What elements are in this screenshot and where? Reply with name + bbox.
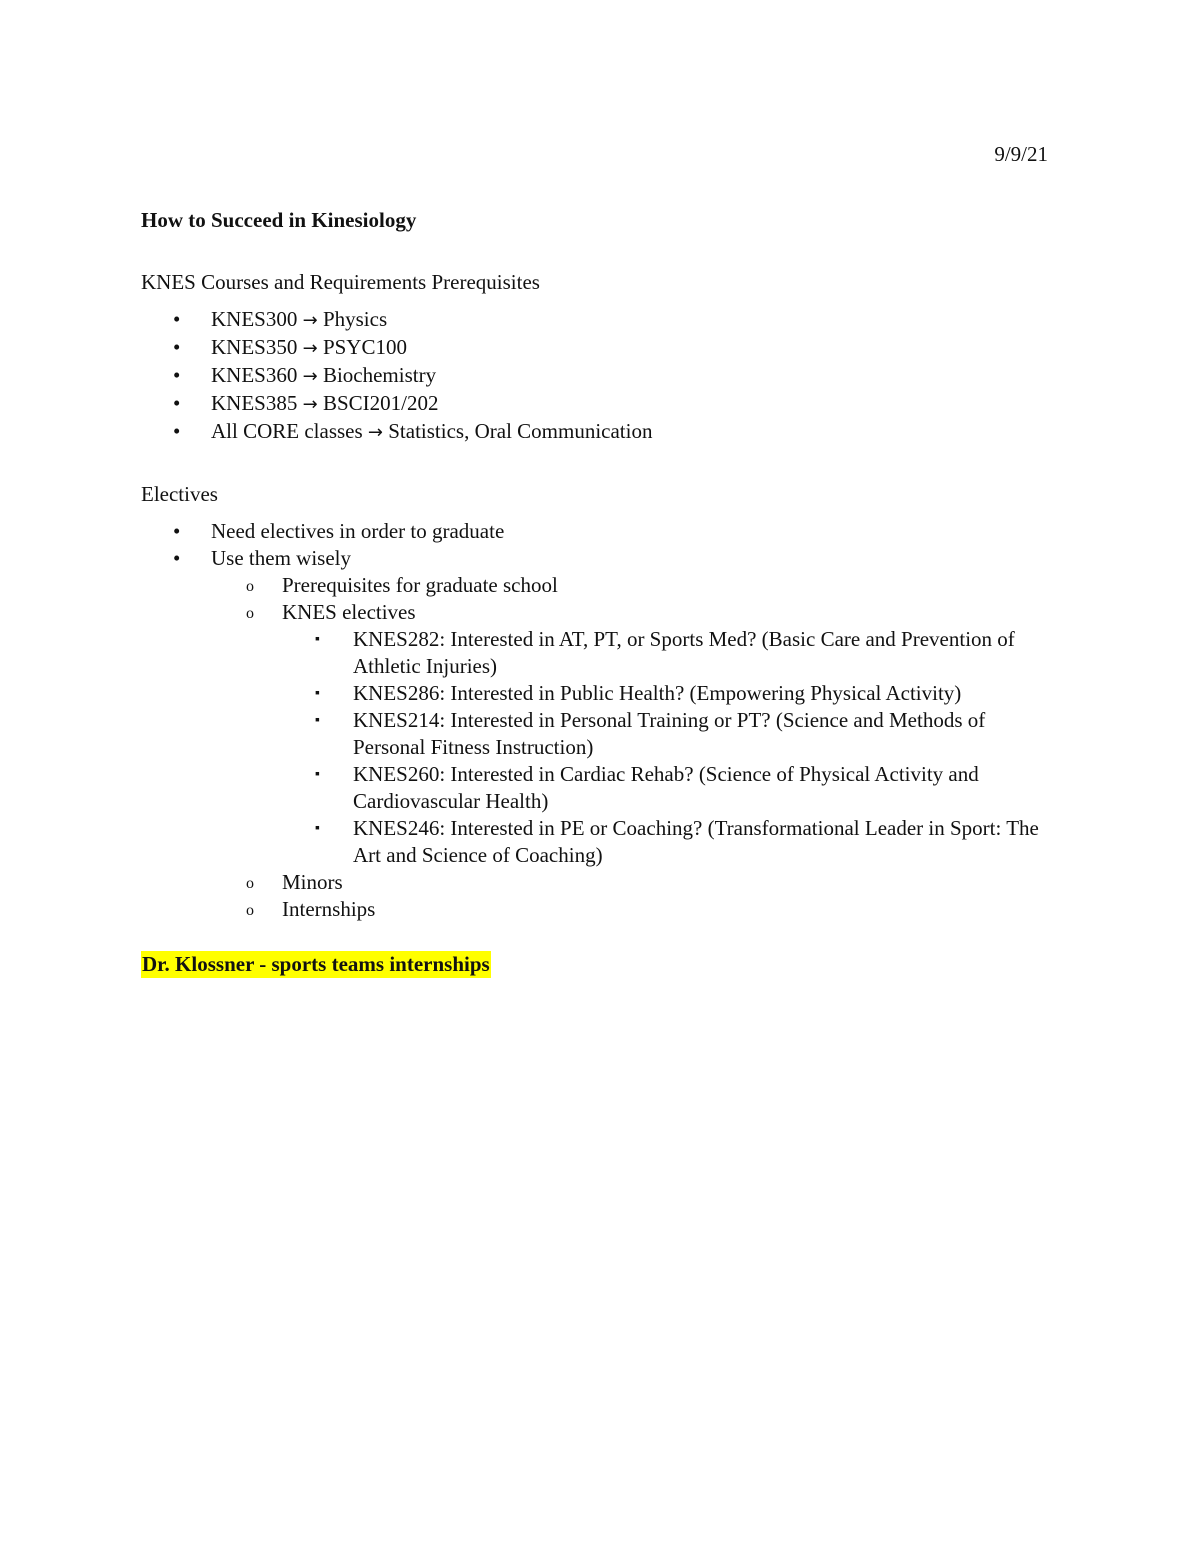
electives-sublist: [211, 572, 1061, 923]
list-item: [282, 761, 1061, 815]
bullet-marker: •: [173, 519, 181, 543]
elective-course-text: KNES286: Interested in Public Health? (Empowering Physical Activity): [353, 681, 962, 705]
list-item: [282, 815, 1061, 869]
arrow-icon: →: [367, 422, 383, 443]
list-item: [211, 572, 1061, 599]
list-item: [141, 334, 1061, 362]
course-code: KNES350: [211, 335, 298, 359]
sublist-text: Prerequisites for graduate school: [282, 573, 558, 597]
electives-heading: Electives: [141, 482, 218, 506]
list-item: [141, 418, 1061, 446]
electives-bullet-text: Need electives in order to graduate: [211, 519, 505, 543]
document-body: [141, 207, 1061, 978]
bullet-marker: •: [173, 335, 181, 359]
list-item: [141, 545, 1061, 923]
highlight-note-row: [141, 951, 1061, 978]
sublist-text: KNES electives: [282, 600, 416, 624]
course-code: All CORE classes: [211, 419, 363, 443]
bullet-marker: •: [173, 363, 181, 387]
circle-marker: o: [246, 605, 254, 622]
course-prereq: Physics: [322, 307, 388, 331]
arrow-icon: →: [302, 394, 318, 415]
bullet-marker: •: [173, 307, 181, 331]
list-item: [141, 362, 1061, 390]
course-code: KNES385: [211, 391, 298, 415]
square-marker: ▪: [315, 713, 320, 728]
list-item: [141, 390, 1061, 418]
square-marker: ▪: [315, 686, 320, 701]
square-marker: ▪: [315, 632, 320, 647]
electives-bullet-text: Use them wisely: [211, 546, 351, 570]
circle-marker: o: [246, 578, 254, 595]
course-prereq: PSYC100: [322, 335, 407, 359]
bullet-marker: •: [173, 419, 181, 443]
spacer: [141, 923, 1061, 951]
circle-marker: o: [246, 875, 254, 892]
document-title: How to Succeed in Kinesiology: [141, 208, 417, 232]
highlighted-note: Dr. Klossner - sports teams internships: [142, 952, 490, 976]
sublist-text: Minors: [282, 870, 343, 894]
elective-course-text: KNES214: Interested in Personal Training or PT? (Science and Methods of Personal Fitness Instruction): [353, 708, 986, 759]
sublist-text: Internships: [282, 897, 376, 921]
courses-list: [141, 306, 1061, 446]
course-prereq: Statistics, Oral Communication: [388, 419, 653, 443]
course-code: KNES300: [211, 307, 298, 331]
course-prereq: Biochemistry: [322, 363, 437, 387]
list-item: [282, 680, 1061, 707]
knes-electives-list: [282, 626, 1061, 869]
arrow-icon: →: [302, 310, 318, 331]
arrow-icon: →: [302, 338, 318, 359]
square-marker: ▪: [315, 821, 320, 836]
document-date: 9/9/21: [994, 142, 1048, 166]
arrow-icon: →: [302, 366, 318, 387]
bullet-marker: •: [173, 546, 181, 570]
courses-heading: KNES Courses and Requirements Prerequisites: [141, 270, 540, 294]
circle-marker: o: [246, 902, 254, 919]
bullet-marker: •: [173, 391, 181, 415]
course-code: KNES360: [211, 363, 298, 387]
list-item: [211, 869, 1061, 896]
list-item: [141, 518, 1061, 545]
list-item: [282, 626, 1061, 680]
spacer: [141, 446, 1061, 481]
course-prereq: BSCI201/202: [322, 391, 439, 415]
list-item: [282, 707, 1061, 761]
square-marker: ▪: [315, 767, 320, 782]
list-item: [211, 896, 1061, 923]
elective-course-text: KNES260: Interested in Cardiac Rehab? (Science of Physical Activity and Cardiovascular Health): [353, 762, 979, 813]
list-item: [211, 599, 1061, 869]
electives-list: [141, 518, 1061, 923]
elective-course-text: KNES246: Interested in PE or Coaching? (Transformational Leader in Sport: The Art and Science of Coaching): [353, 816, 1039, 867]
list-item: [141, 306, 1061, 334]
elective-course-text: KNES282: Interested in AT, PT, or Sports Med? (Basic Care and Prevention of Athletic Injuries): [353, 627, 1015, 678]
